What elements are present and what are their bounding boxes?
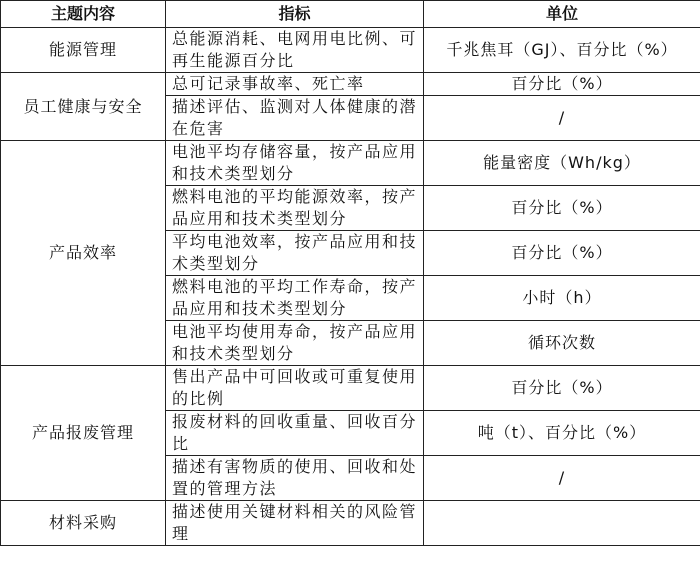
table-row [1, 73, 700, 96]
unit-cell: 百分比（%） [424, 231, 700, 276]
indicator-cell: 售出产品中可回收或可重复使用的比例 [166, 366, 424, 411]
indicator-cell: 平均电池效率，按产品应用和技术类型划分 [166, 231, 424, 276]
table-row [1, 501, 700, 546]
unit-cell: 百分比（%） [424, 186, 700, 231]
unit-cell: 小时（h） [424, 276, 700, 321]
unit-cell: 百分比（%） [424, 366, 700, 411]
indicator-cell: 描述使用关键材料相关的风险管理 [166, 501, 424, 546]
indicator-cell: 电池平均存储容量，按产品应用和技术类型划分 [166, 141, 424, 186]
indicator-cell: 总可记录事故率、死亡率 [166, 73, 424, 96]
unit-cell: 循环次数 [424, 321, 700, 366]
indicator-cell: 燃料电池的平均能源效率，按产品应用和技术类型划分 [166, 186, 424, 231]
topic-cell-efficiency: 产品效率 [1, 141, 166, 366]
table-row [1, 141, 700, 186]
header-topic: 主题内容 [1, 1, 166, 28]
indicator-cell: 报废材料的回收重量、回收百分比 [166, 411, 424, 456]
indicator-cell: 描述有害物质的使用、回收和处置的管理方法 [166, 456, 424, 501]
table-row [1, 366, 700, 411]
topic-cell-disposal: 产品报废管理 [1, 366, 166, 501]
topic-cell-energy: 能源管理 [1, 28, 166, 73]
indicator-cell: 总能源消耗、电网用电比例、可再生能源百分比 [166, 28, 424, 73]
header-unit: 单位 [424, 1, 700, 28]
indicator-cell: 描述评估、监测对人体健康的潜在危害 [166, 96, 424, 141]
unit-cell: 能量密度（Wh/kg） [424, 141, 700, 186]
unit-cell: 千兆焦耳（GJ）、百分比（%） [424, 28, 700, 73]
unit-cell: 百分比（%） [424, 73, 700, 96]
unit-cell [424, 501, 700, 546]
unit-cell: / [424, 456, 700, 501]
topic-cell-safety: 员工健康与安全 [1, 73, 166, 141]
unit-cell: / [424, 96, 700, 141]
unit-cell: 吨（t）、百分比（%） [424, 411, 700, 456]
header-row [1, 1, 700, 28]
indicator-cell: 燃料电池的平均工作寿命，按产品应用和技术类型划分 [166, 276, 424, 321]
topic-cell-procurement: 材料采购 [1, 501, 166, 546]
indicator-cell: 电池平均使用寿命，按产品应用和技术类型划分 [166, 321, 424, 366]
table-row [1, 28, 700, 73]
header-indicator: 指标 [166, 1, 424, 28]
